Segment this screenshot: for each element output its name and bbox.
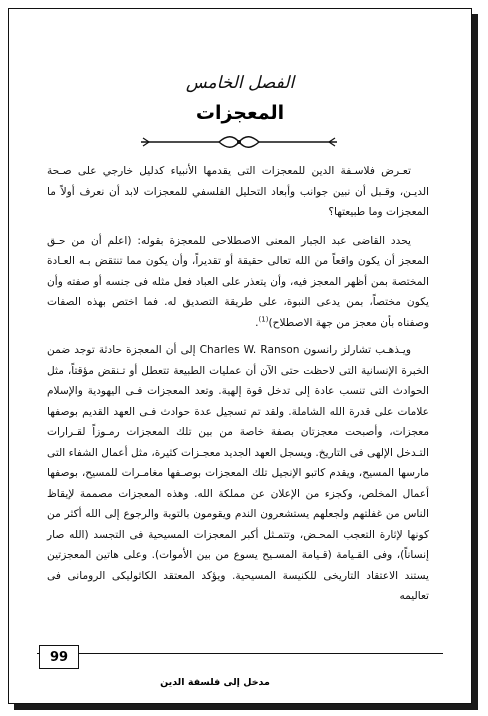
body-text	[47, 161, 429, 614]
section-label: الفصل الخامس	[185, 73, 295, 93]
paragraph-3: ويـذهـب تشارلز رانسون Charles W. Ranson إلى أن المعجزة حادثة توجد ضمن الخبرة الإنسانية التى لاحظت حتى الآن أن عمليات الطبيعة تتعطل أو تـنقض مؤقتاً، مثل الحوادث التى تنسب عادة إلى تدخل قوة إلهية. وتعد المعجزات فـى اليهودية والإسلام علامات على قدرة الله الشاملة. ولقد تم تسجيل عدة حوادث فـى العهد القديم بوصفها معجزات، وأصبحت معجزتان بصفة خاصة من بين تلك المعجزات رمـوزاً لقـرارات التـدخل الإلهى فى التاريخ. ويسجل العهد الجديد معجـزات كثيرة، مثل أعمال الشفاء التى مارسها المسيح، ويقدم كاتبو الإنجيل تلك المعجزات بوصـفها مغامـرات للمسيح، بوصفها أعمال المخلص، وكجزء من الإعلان عن مملكة الله. وهذه المعجزات مصممة لإيقاظ الناس من غفلتهم ولجعلهم يستشعرون الندم ويقومون بالتوبة والرجوع إلى الله أكثر من كونها لإثارة التعجب المحـض، وتتمـثل أكبر المعجزات المسيحية فى التجسد (الله صار إنساناً)، وفى القـيامة (قـيامة المسـيح يسوع من بين الأموات). وعلى هاتين المعجزتين يستند الاعتقاد التاريخى للكنيسة المسيحية. ويؤكد المعتقد الكاثوليكى الرومانى فى تعاليمه	[47, 344, 429, 602]
running-book-title: مدخل إلى فلسفة الدين	[160, 677, 270, 688]
page-number: 99	[39, 645, 79, 669]
ornament-divider-icon	[139, 135, 339, 149]
paragraph-2-text: يحدد القاضى عبد الجبار المعنى الاصطلاحى للمعجزة بقوله: (اعلم أن من حـق المعجز أن يكون واقعاً من الله تعالى حقيقة أو تقديراً، وأن يكون مما تنتقض بـه العـادة المختصة بمن أظهر المعجز فيه، وأن يتعذر على العباد فعل مثله فى جنسه أو صفته وأن يكون مختصاً، بمن يدعى النبوة، على طريقة التصديق له. فما اختص بهذه الصفات وصفناه بأن معجز من جهة الاصطلاح)	[47, 234, 429, 329]
paragraph-2: يحدد القاضى عبد الجبار المعنى الاصطلاحى للمعجزة بقوله: (اعلم أن من حـق المعجز أن يكون واقعاً من الله تعالى حقيقة أو تقديراً، وأن يكون مما تنتقض بـه العـادة المختصة بمن أظهر المعجز فيه، وأن يتعذر على العباد فعل مثله فى جنسه أو صفته وأن يكون مختصاً، بمن يدعى النبوة، على طريقة التصديق له. فما اختص بهذه الصفات وصفناه بأن معجز من جهة الاصطلاح)$^{(1)}$.	[47, 234, 429, 329]
paragraph-1: تعـرض فلاسـفة الدين للمعجزات التى يقدمها الأنبياء كدليل خارجي على صـحة الديـن، وقـبل أن نبين جوانب وأبعاد التحليل الفلسفي للمعجزات لابد أن نعرف أولاً ما المعجزات وما طبيعتها؟	[47, 165, 429, 218]
footer-rule	[37, 653, 443, 654]
footnote-marker: (1)	[258, 314, 269, 323]
chapter-title: المعجزات	[195, 102, 285, 124]
book-page	[8, 8, 472, 704]
